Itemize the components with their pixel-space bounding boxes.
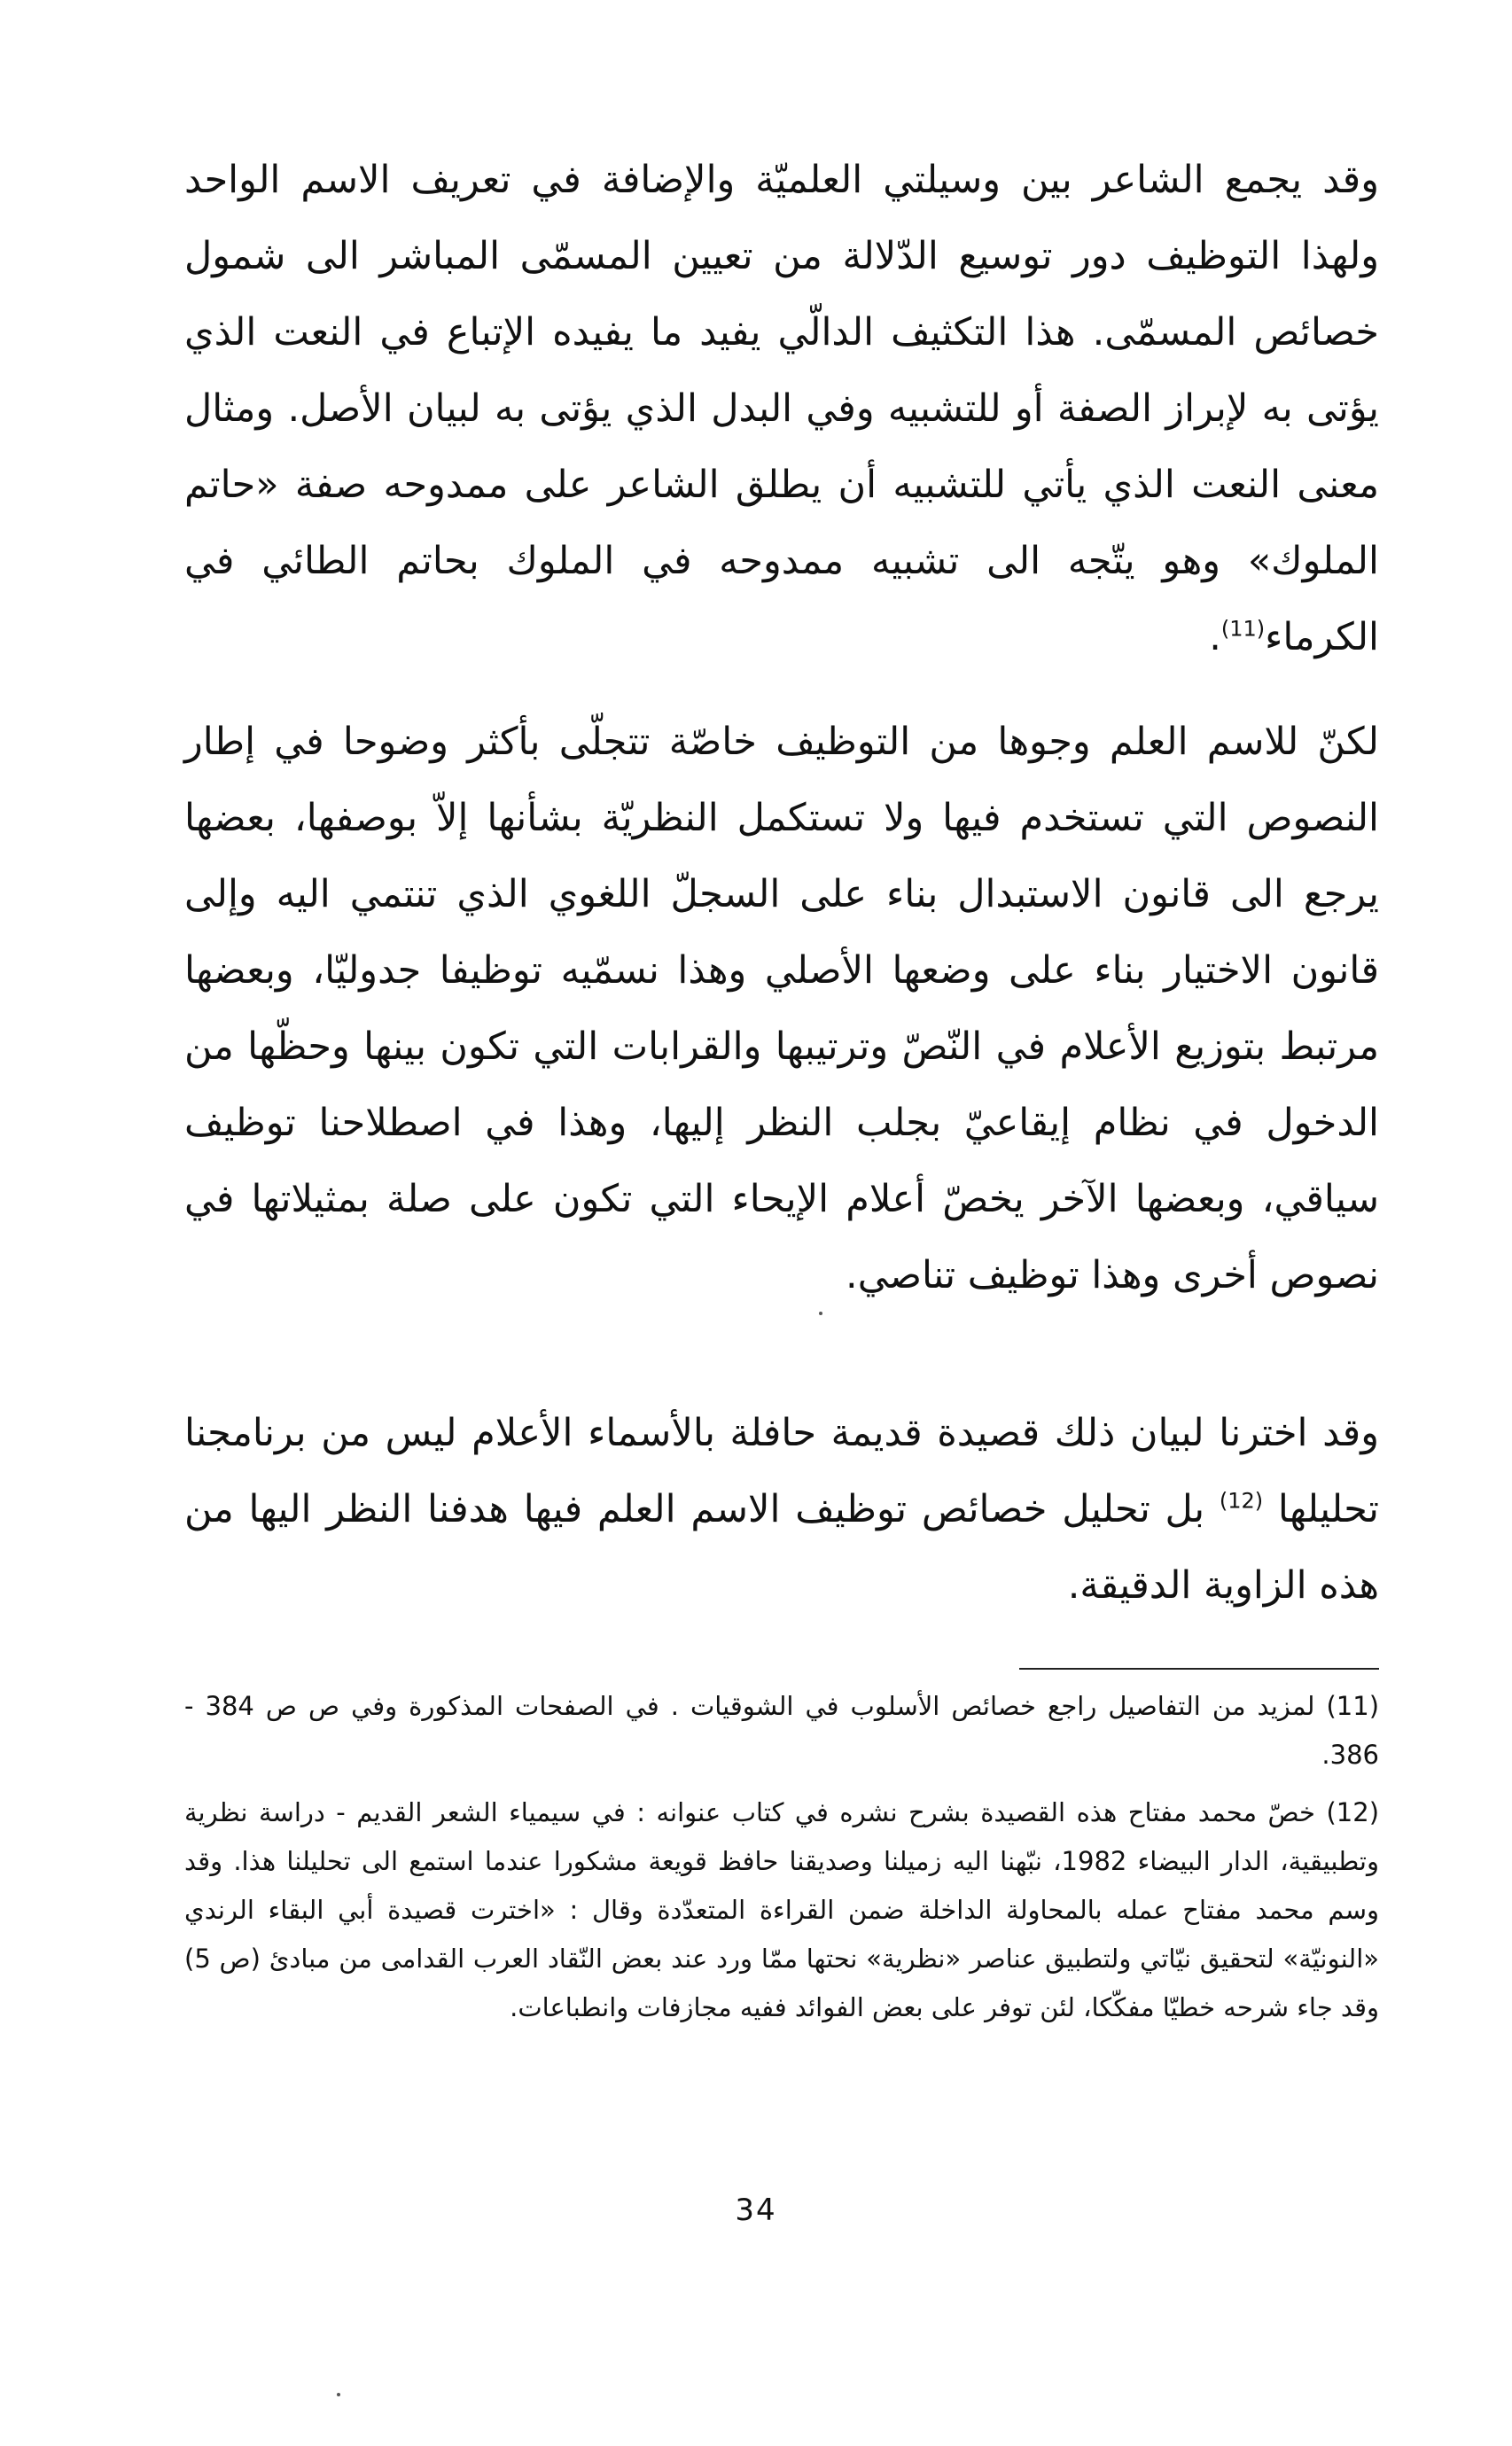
- footnote-12: [184, 1788, 1379, 2032]
- footnote-text: لمزيد من التفاصيل راجع خصائص الأسلوب في الشوقيات . في الصفحات المذكورة وفي ص ص 384 - 386.: [184, 1691, 1379, 1770]
- paragraph-text: وقد اخترنا لبيان ذلك قصيدة قديمة حافلة بالأسماء الأعلام ليس من برنامجنا تحليلها: [184, 1411, 1379, 1531]
- footnote-separator: [1019, 1668, 1379, 1670]
- body-paragraph-3: [184, 1395, 1379, 1624]
- footnotes-section: [184, 1682, 1379, 2041]
- footnote-reference-11: (11): [1220, 616, 1266, 642]
- footnote-number: (12): [1326, 1797, 1380, 1827]
- footnote-11: [184, 1682, 1379, 1780]
- scan-speck: [337, 2393, 340, 2396]
- scan-speck: [819, 1312, 822, 1315]
- body-paragraph-2: [184, 704, 1379, 1313]
- paragraph-tail: .: [1209, 615, 1221, 659]
- paragraph-text: وقد يجمع الشاعر بين وسيلتي العلميّة والإضافة في تعريف الاسم الواحد ولهذا التوظيف دور توسيع الدّلالة من تعيين المسمّى المباشر الى شمول خصائص المسمّى. هذا التكثيف الدالّي يفيد ما يفيده الإتباع في النعت الذي يؤتى به لإبراز الصفة أو للتشبيه وفي البدل الذي يؤتى به لبيان الأصل. ومثال معنى النعت الذي يأتي للتشبيه أن يطلق الشاعر على ممدوحه صفة «حاتم الملوك» وهو يتّجه الى تشبيه ممدوحه في الملوك بحاتم الطائي في الكرماء: [184, 158, 1379, 659]
- body-paragraph-1: [184, 142, 1379, 675]
- footnote-number: (11): [1326, 1691, 1380, 1721]
- page-number: 34: [735, 2193, 777, 2228]
- footnote-text: خصّ محمد مفتاح هذه القصيدة بشرح نشره في كتاب عنوانه : في سيمياء الشعر القديم - دراسة نظرية وتطبيقية، الدار البيضاء 1982، نبّهنا اليه زميلنا وصديقنا حافظ قويعة مشكورا عندما استمع الى تحليلنا هذا. وقد وسم محمد مفتاح عمله بالمحاولة الداخلة ضمن القراءة المتعدّدة وقال : «اخترت قصيدة أبي البقاء الرندي «النونيّة» لتحقيق نيّاتي ولتطبيق عناصر «نظرية» نحتها ممّا ورد عند بعض النّقاد العرب القدامى من مبادئ (ص 5) وقد جاء شرحه خطيّا مفكّكا، لئن توفر على بعض الفوائد ففيه مجازفات وانطباعات.: [184, 1797, 1379, 2022]
- paragraph-tail: بل تحليل خصائص توظيف الاسم العلم فيها هدفنا النظر اليها من هذه الزاوية الدقيقة.: [184, 1487, 1379, 1608]
- paragraph-text: لكنّ للاسم العلم وجوها من التوظيف خاصّة تتجلّى بأكثر وضوحا في إطار النصوص التي تستخدم فيها ولا تستكمل النظريّة بشأنها إلاّ بوصفها، بعضها يرجع الى قانون الاستبدال بناء على السجلّ اللغوي الذي تنتمي اليه وإلى قانون الاختيار بناء على وضعها الأصلي وهذا نسمّيه توظيفا جدوليّا، وبعضها مرتبط بتوزيع الأعلام في النّصّ وترتيبها والقرابات التي تكون بينها وحظّها من الدخول في نظام إيقاعيّ بجلب النظر إليها، وهذا في اصطلاحنا توظيف سياقي، وبعضها الآخر يخصّ أعلام الإيحاء التي تكون على صلة بمثيلاتها في نصوص أخرى وهذا توظيف تناصي.: [184, 720, 1379, 1297]
- footnote-reference-12: (12): [1219, 1488, 1264, 1514]
